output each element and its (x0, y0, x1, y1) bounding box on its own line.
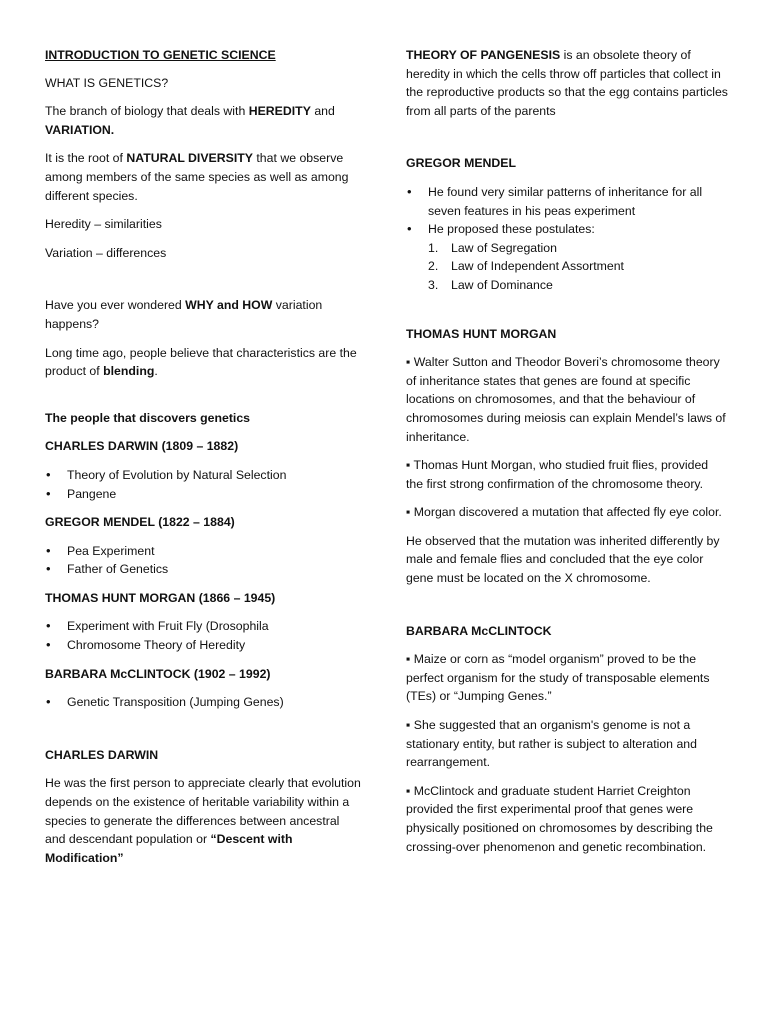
list-item: • He found very similar patterns of inheritance for all seven features in his peas experiment (406, 183, 728, 220)
heredity-term: HEREDITY (248, 104, 311, 119)
darwin-list (45, 466, 363, 503)
spacer (45, 391, 363, 409)
postulates-list (406, 239, 728, 295)
mendel-bullets (406, 183, 728, 239)
morgan-paragraph: ▪ Thomas Hunt Morgan, who studied fruit flies, provided the first strong confirmation of the chromosome theory. (406, 458, 709, 491)
morgan-paragraph: ▪ Walter Sutton and Theodor Boveri’s chromosome theory of inheritance states that genes are found at specific locations on chromosomes, and that the behaviour of chromosomes during meiosis can explain Mendel’s laws of inheritance. (406, 355, 726, 444)
document-title: INTRODUCTION TO GENETIC SCIENCE (45, 48, 276, 62)
list-item: • He proposed these postulates: (406, 220, 728, 239)
pangenesis-term: THEORY OF PANGENESIS (406, 48, 561, 62)
natural-diversity-term: NATURAL DIVERSITY (126, 151, 253, 166)
genetics-definition (45, 102, 363, 139)
morgan-paragraph: He observed that the mutation was inherited differently by male and female flies and concluded that the eye color gene must be located on the X chromosome. (406, 533, 720, 586)
mcclintock-paragraph: ▪ McClintock and graduate student Harriet Creighton provided the first experimental proof that genes were physically positioned on chromosomes by describing the crossing-over phenomenon and genetic recombination. (406, 783, 713, 854)
morgan-list (45, 617, 363, 654)
list-item: • Pangene (45, 485, 363, 504)
postulate-number: 2. (428, 259, 439, 274)
list-item: • Experiment with Fruit Fly (Drosophila (45, 617, 363, 636)
root-text-end: that we observe among members of the same species as well as among different species. (45, 151, 349, 203)
blending-term: blending (103, 364, 155, 379)
postulate-number: 1. (428, 240, 439, 255)
people-heading: The people that discovers genetics (45, 410, 251, 425)
list-item: • Pea Experiment (45, 542, 363, 561)
mcclintock-list (45, 693, 363, 712)
blending-text: Long time ago, people believe that characteristics are the product of (45, 345, 357, 379)
mendel-list (45, 542, 363, 579)
darwin-heading: CHARLES DARWIN (1809 – 1882) (45, 439, 239, 454)
postulate-item (428, 257, 728, 276)
postulate-item (428, 276, 728, 295)
blending-period: . (154, 364, 158, 379)
morgan-section-heading: THOMAS HUNT MORGAN (406, 326, 557, 341)
postulate-item (428, 239, 728, 258)
left-column (45, 46, 363, 877)
natural-diversity-paragraph (45, 149, 363, 205)
postulate-text: Law of Segregation (451, 240, 557, 255)
spacer (45, 272, 363, 296)
mendel-heading: GREGOR MENDEL (1822 – 1884) (45, 515, 235, 530)
list-item: • Father of Genetics (45, 560, 363, 579)
morgan-heading: THOMAS HUNT MORGAN (1866 – 1945) (45, 590, 276, 605)
darwin-section-heading: CHARLES DARWIN (45, 747, 159, 762)
definition-text: The branch of biology that deals with (45, 104, 249, 119)
morgan-paragraph: ▪ Morgan discovered a mutation that affected fly eye color. (406, 505, 722, 520)
mendel-section-heading: GREGOR MENDEL (406, 156, 516, 171)
mcclintock-paragraph: ▪ Maize or corn as “model organism” proved to be the perfect organism for the study of transposable elements (TEs) or “Jumping Genes.” (406, 652, 710, 704)
wonder-question (45, 296, 363, 333)
postulate-text: Law of Dominance (451, 277, 553, 292)
darwin-paragraph (45, 774, 363, 867)
list-item: • Theory of Evolution by Natural Selection (45, 466, 363, 485)
mcclintock-section-heading: BARBARA McCLINTOCK (406, 623, 552, 638)
spacer (406, 295, 728, 325)
spacer (406, 130, 728, 154)
spacer (406, 598, 728, 622)
descent-term: “Descent with Modification” (45, 832, 293, 865)
wonder-text: Have you ever wondered (45, 298, 186, 313)
pangenesis-paragraph (406, 46, 728, 120)
pangenesis-text: is an obsolete theory of heredity in which the cells throw off particles that collect in the reproductive products so that the egg contains particles from all parts of the parents (406, 48, 728, 118)
spacer (45, 722, 363, 746)
variation-line: Variation – differences (45, 245, 167, 260)
mcclintock-heading: BARBARA McCLINTOCK (1902 – 1992) (45, 666, 271, 681)
right-column (406, 46, 728, 866)
list-item: • Genetic Transposition (Jumping Genes) (45, 693, 363, 712)
definition-and: and (310, 104, 335, 119)
postulate-number: 3. (428, 277, 439, 292)
variation-term: VARIATION. (45, 122, 115, 137)
why-how-term: WHY and HOW (185, 298, 273, 313)
postulate-text: Law of Independent Assortment (451, 259, 624, 274)
blending-paragraph (45, 344, 363, 381)
what-is-genetics-heading: WHAT IS GENETICS? (45, 75, 169, 90)
wonder-text-end: variation happens? (45, 298, 323, 331)
darwin-text: He was the first person to appreciate clearly that evolution depends on the existence of heritable variability within a species to generate the differences between ancestral and descendant population or (45, 776, 361, 847)
heredity-line: Heredity – similarities (45, 217, 162, 232)
mcclintock-paragraph: ▪ She suggested that an organism's genome is not a stationary entity, but rather is subject to alteration and rearrangement. (406, 718, 697, 770)
root-text: It is the root of (45, 151, 127, 166)
list-item: • Chromosome Theory of Heredity (45, 636, 363, 655)
